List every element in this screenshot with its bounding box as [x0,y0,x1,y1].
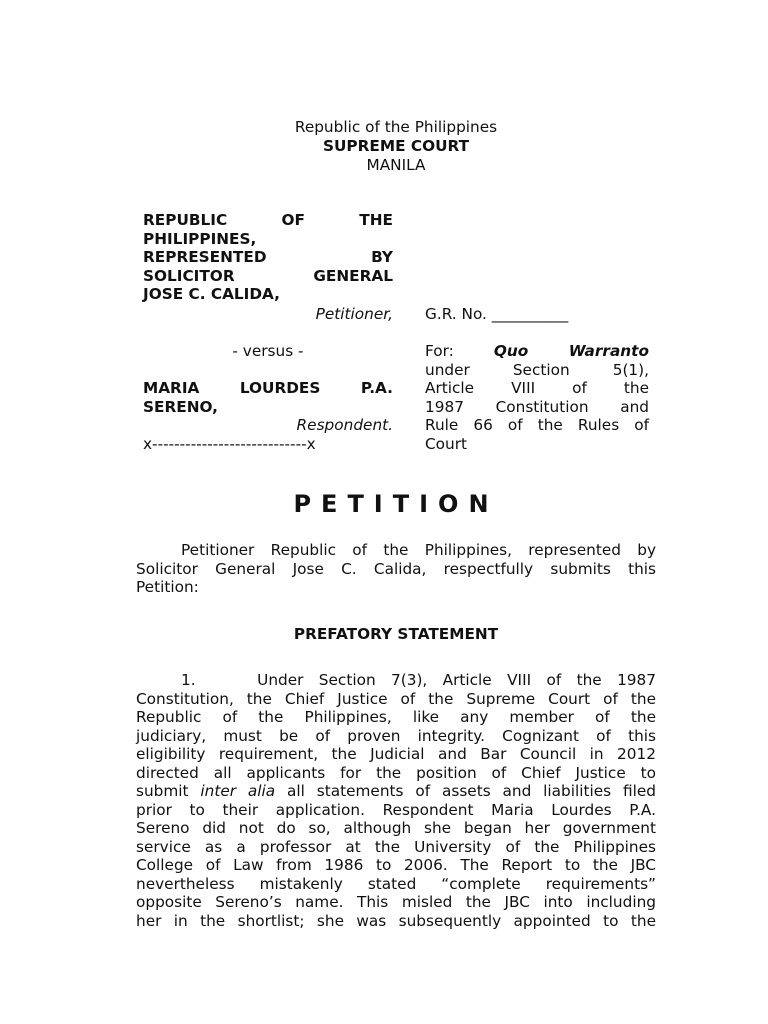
quo-warranto-label: Quo Warranto [493,342,649,360]
versus-label: - versus - [232,342,304,360]
petitioner-line: SOLICITOR GENERAL [143,266,393,285]
inter-alia-term: inter alia [200,782,276,800]
paragraph-line-submit [136,782,656,801]
republic-heading: Republic of the Philippines [294,118,498,136]
for-first-line [425,342,649,361]
paragraph-line: Constitution, the Chief Justice of the Supreme Court of the [136,689,656,708]
for-line: under Section 5(1), [425,360,649,379]
document-title: PETITION [293,490,499,518]
respondent-name [143,379,393,416]
paragraph-1 [136,671,656,930]
petitioner-role: Petitioner, [315,305,393,323]
for-label: For: [425,342,454,360]
gr-number: G.R. No. __________ [425,305,569,323]
for-line: 1987 Constitution and [425,397,649,416]
for-line: Article VIII of the [425,379,649,397]
paragraph-line: her in the shortlist; she was subsequently appointed to the [136,911,656,930]
petitioner-line: REPUBLIC OF THE [143,211,393,229]
respondent-line: SERENO, [143,397,218,416]
caption-divider: x----------------------------x [143,435,316,453]
paragraph-line: Sereno did not do so, although she began her government [136,819,656,837]
intro-paragraph [136,541,656,597]
paragraph-line: Under Section 7(3), Article VIII of the 1987 [257,671,656,689]
intro-line: Petition: [136,578,199,596]
paragraph-first-line [136,671,656,690]
paragraph-line: prior to their application. Respondent Maria Lourdes P.A. [136,800,656,819]
petitioner-line: PHILIPPINES, [143,229,257,248]
petitioner-line: JOSE C. CALIDA, [143,285,280,303]
respondent-role: Respondent. [296,416,393,434]
for-line: Rule 66 of the Rules of [425,416,649,434]
paragraph-line: opposite Sereno’s name. This misled the JBC into including [136,893,656,911]
court-name: SUPREME COURT [322,137,470,155]
paragraph-line: nevertheless mistakenly stated “complete requirements” [136,874,656,893]
nature-of-action [425,342,649,453]
paragraph-number: 1. [181,671,196,689]
paragraph-line: College of Law from 1986 to 2006. The Report to the JBC [136,856,656,874]
petitioner-line: REPRESENTED BY [143,248,393,266]
court-city: MANILA [366,156,426,174]
section-heading: PREFATORY STATEMENT [293,625,499,643]
for-line: Court [425,434,468,453]
paragraph-line: directed all applicants for the position of Chief Justice to [136,763,656,782]
respondent-line: MARIA LOURDES P.A. [143,379,393,397]
paragraph-line: Republic of the Philippines, like any member of the [136,708,656,726]
petitioner-name [143,211,393,304]
submit-rest: all statements of assets and liabilities filed [287,782,656,800]
paragraph-line: judiciary, must be of proven integrity. Cognizant of this [136,726,656,745]
intro-line: Petitioner Republic of the Philippines, represented by [181,541,656,559]
paragraph-line: eligibility requirement, the Judicial and Bar Council in 2012 [136,745,656,763]
intro-line: Solicitor General Jose C. Calida, respectfully submits this [136,559,656,578]
submit-word: submit [136,782,189,800]
paragraph-line: service as a professor at the University of the Philippines [136,837,656,856]
